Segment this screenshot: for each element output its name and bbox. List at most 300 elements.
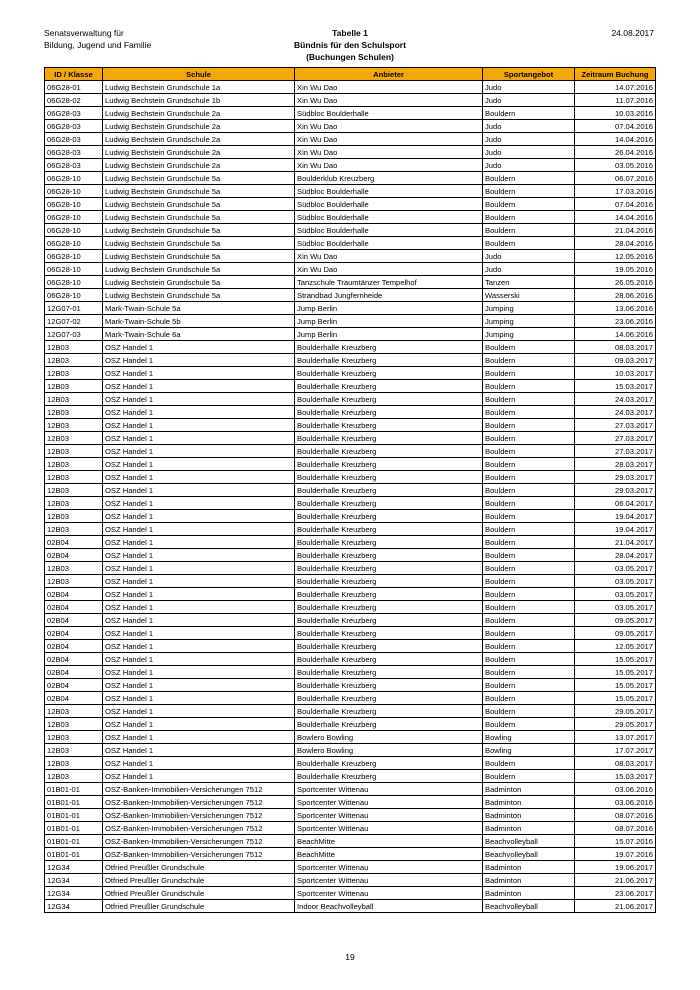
cell-date: 11.07.2016 <box>575 94 656 107</box>
cell-id: 12B03 <box>45 510 103 523</box>
cell-id: 12B03 <box>45 445 103 458</box>
cell-id: 12B03 <box>45 705 103 718</box>
cell-sport: Bouldern <box>483 549 575 562</box>
cell-provider: Bowlero Bowling <box>295 744 483 757</box>
cell-date: 03.06.2016 <box>575 796 656 809</box>
cell-provider: Sportcenter Wittenau <box>295 887 483 900</box>
cell-sport: Badminton <box>483 861 575 874</box>
cell-id: 12B03 <box>45 744 103 757</box>
cell-provider: Sportcenter Wittenau <box>295 809 483 822</box>
cell-date: 15.03.2017 <box>575 770 656 783</box>
cell-sport: Bouldern <box>483 757 575 770</box>
cell-school: OSZ Handel 1 <box>103 601 295 614</box>
cell-date: 24.03.2017 <box>575 393 656 406</box>
cell-date: 19.06.2017 <box>575 861 656 874</box>
cell-id: 06G28-10 <box>45 276 103 289</box>
cell-school: Ludwig Bechstein Grundschule 5a <box>103 172 295 185</box>
cell-provider: Boulderhalle Kreuzberg <box>295 757 483 770</box>
cell-sport: Bouldern <box>483 380 575 393</box>
cell-id: 12B03 <box>45 393 103 406</box>
table-row <box>45 211 656 224</box>
cell-provider: Boulderhalle Kreuzberg <box>295 601 483 614</box>
cell-id: 02B04 <box>45 679 103 692</box>
cell-date: 21.06.2017 <box>575 874 656 887</box>
cell-sport: Bouldern <box>483 406 575 419</box>
cell-sport: Bouldern <box>483 198 575 211</box>
cell-school: Ludwig Bechstein Grundschule 5a <box>103 198 295 211</box>
table-row <box>45 835 656 848</box>
cell-id: 06G28-03 <box>45 146 103 159</box>
cell-provider: Xin Wu Dao <box>295 94 483 107</box>
cell-sport: Bowling <box>483 744 575 757</box>
cell-school: Ludwig Bechstein Grundschule 1b <box>103 94 295 107</box>
cell-provider: Boulderhalle Kreuzberg <box>295 523 483 536</box>
cell-sport: Beachvolleyball <box>483 835 575 848</box>
cell-school: Ludwig Bechstein Grundschule 2a <box>103 133 295 146</box>
cell-date: 27.03.2017 <box>575 419 656 432</box>
cell-provider: Sportcenter Wittenau <box>295 822 483 835</box>
cell-provider: Xin Wu Dao <box>295 120 483 133</box>
cell-id: 06G28-10 <box>45 263 103 276</box>
cell-provider: Boulderhalle Kreuzberg <box>295 666 483 679</box>
table-row <box>45 627 656 640</box>
cell-date: 09.03.2017 <box>575 354 656 367</box>
cell-sport: Judo <box>483 250 575 263</box>
cell-sport: Bouldern <box>483 484 575 497</box>
cell-school: OSZ-Banken-Immobilien-Versicherungen 7512 <box>103 835 295 848</box>
cell-date: 29.05.2017 <box>575 705 656 718</box>
cell-sport: Bouldern <box>483 536 575 549</box>
cell-sport: Badminton <box>483 874 575 887</box>
cell-id: 06G28-02 <box>45 94 103 107</box>
cell-provider: Südbloc Boulderhalle <box>295 198 483 211</box>
cell-sport: Judo <box>483 120 575 133</box>
table-row <box>45 484 656 497</box>
cell-provider: Boulderhalle Kreuzberg <box>295 614 483 627</box>
cell-id: 06G28-03 <box>45 159 103 172</box>
cell-date: 21.04.2017 <box>575 536 656 549</box>
cell-school: OSZ Handel 1 <box>103 757 295 770</box>
table-row <box>45 445 656 458</box>
table-row <box>45 250 656 263</box>
cell-sport: Bouldern <box>483 497 575 510</box>
table-row <box>45 341 656 354</box>
cell-provider: Boulderhalle Kreuzberg <box>295 575 483 588</box>
cell-date: 21.06.2017 <box>575 900 656 913</box>
cell-school: Otfried Preußler Grundschule <box>103 887 295 900</box>
cell-provider: Boulderhalle Kreuzberg <box>295 510 483 523</box>
cell-sport: Bouldern <box>483 588 575 601</box>
cell-sport: Bouldern <box>483 601 575 614</box>
cell-school: OSZ Handel 1 <box>103 549 295 562</box>
cell-sport: Judo <box>483 94 575 107</box>
table-row <box>45 354 656 367</box>
cell-date: 12.05.2017 <box>575 640 656 653</box>
cell-school: OSZ Handel 1 <box>103 484 295 497</box>
cell-sport: Bouldern <box>483 107 575 120</box>
cell-sport: Bouldern <box>483 523 575 536</box>
cell-provider: Strandbad Jungfernheide <box>295 289 483 302</box>
cell-id: 06G28-10 <box>45 172 103 185</box>
table-row <box>45 419 656 432</box>
cell-sport: Bouldern <box>483 692 575 705</box>
cell-school: OSZ Handel 1 <box>103 640 295 653</box>
cell-id: 12G34 <box>45 874 103 887</box>
cell-id: 02B04 <box>45 692 103 705</box>
cell-provider: Südbloc Boulderhalle <box>295 107 483 120</box>
cell-sport: Judo <box>483 146 575 159</box>
cell-date: 08.03.2017 <box>575 341 656 354</box>
table-row <box>45 523 656 536</box>
cell-id: 12B03 <box>45 562 103 575</box>
cell-provider: Boulderhalle Kreuzberg <box>295 497 483 510</box>
cell-date: 03.05.2017 <box>575 562 656 575</box>
cell-id: 12B03 <box>45 406 103 419</box>
cell-date: 09.05.2017 <box>575 627 656 640</box>
cell-sport: Bouldern <box>483 419 575 432</box>
cell-school: Otfried Preußler Grundschule <box>103 900 295 913</box>
cell-sport: Jumping <box>483 315 575 328</box>
table-row <box>45 185 656 198</box>
bookings-table <box>44 67 656 913</box>
cell-sport: Bouldern <box>483 341 575 354</box>
table-row <box>45 848 656 861</box>
title-line-3: (Buchungen Schulen) <box>306 52 394 62</box>
cell-provider: Boulderhalle Kreuzberg <box>295 718 483 731</box>
table-row <box>45 887 656 900</box>
cell-id: 12B03 <box>45 341 103 354</box>
cell-id: 06G28-10 <box>45 185 103 198</box>
cell-school: OSZ-Banken-Immobilien-Versicherungen 7512 <box>103 848 295 861</box>
table-row <box>45 562 656 575</box>
cell-id: 12B03 <box>45 718 103 731</box>
cell-school: OSZ Handel 1 <box>103 666 295 679</box>
cell-sport: Bouldern <box>483 211 575 224</box>
cell-sport: Bouldern <box>483 679 575 692</box>
cell-school: Mark-Twain-Schule 5b <box>103 315 295 328</box>
cell-date: 15.05.2017 <box>575 692 656 705</box>
table-row <box>45 224 656 237</box>
table-row <box>45 367 656 380</box>
issuer-line-2: Bildung, Jugend und Familie <box>44 40 152 50</box>
cell-id: 12B03 <box>45 432 103 445</box>
cell-id: 06G28-03 <box>45 107 103 120</box>
cell-date: 17.03.2016 <box>575 185 656 198</box>
cell-provider: BeachMitte <box>295 848 483 861</box>
cell-sport: Badminton <box>483 822 575 835</box>
issuer-block <box>44 27 151 51</box>
cell-date: 28.06.2016 <box>575 289 656 302</box>
cell-school: OSZ-Banken-Immobilien-Versicherungen 7512 <box>103 796 295 809</box>
cell-id: 12G07-01 <box>45 302 103 315</box>
table-row <box>45 471 656 484</box>
cell-school: OSZ Handel 1 <box>103 718 295 731</box>
cell-sport: Judo <box>483 263 575 276</box>
cell-school: Ludwig Bechstein Grundschule 5a <box>103 237 295 250</box>
cell-id: 06G28-03 <box>45 133 103 146</box>
title-line-2: Bündnis für den Schulsport <box>294 40 406 50</box>
cell-sport: Bouldern <box>483 172 575 185</box>
table-row <box>45 666 656 679</box>
cell-id: 12G07-03 <box>45 328 103 341</box>
cell-id: 12B03 <box>45 471 103 484</box>
cell-school: Otfried Preußler Grundschule <box>103 861 295 874</box>
cell-id: 12B03 <box>45 380 103 393</box>
table-row <box>45 432 656 445</box>
cell-provider: Südbloc Boulderhalle <box>295 237 483 250</box>
cell-date: 14.04.2016 <box>575 211 656 224</box>
cell-date: 27.03.2017 <box>575 432 656 445</box>
cell-school: OSZ-Banken-Immobilien-Versicherungen 7512 <box>103 822 295 835</box>
cell-provider: Jump Berlin <box>295 328 483 341</box>
table-row <box>45 302 656 315</box>
cell-school: Ludwig Bechstein Grundschule 5a <box>103 185 295 198</box>
cell-date: 06.07.2016 <box>575 172 656 185</box>
cell-date: 03.05.2016 <box>575 159 656 172</box>
cell-sport: Bouldern <box>483 705 575 718</box>
table-row <box>45 159 656 172</box>
table-header-row <box>45 68 656 81</box>
table-row <box>45 809 656 822</box>
cell-sport: Jumping <box>483 302 575 315</box>
cell-sport: Bouldern <box>483 770 575 783</box>
cell-provider: Südbloc Boulderhalle <box>295 211 483 224</box>
cell-id: 06G28-03 <box>45 120 103 133</box>
cell-date: 03.05.2017 <box>575 588 656 601</box>
cell-school: Mark-Twain-Schule 6a <box>103 328 295 341</box>
cell-school: Ludwig Bechstein Grundschule 2a <box>103 159 295 172</box>
cell-sport: Tanzen <box>483 276 575 289</box>
cell-date: 21.04.2016 <box>575 224 656 237</box>
cell-school: OSZ Handel 1 <box>103 731 295 744</box>
cell-date: 08.07.2016 <box>575 822 656 835</box>
cell-provider: Boulderhalle Kreuzberg <box>295 380 483 393</box>
cell-provider: Xin Wu Dao <box>295 263 483 276</box>
table-row <box>45 783 656 796</box>
cell-date: 14.04.2016 <box>575 133 656 146</box>
table-row <box>45 679 656 692</box>
cell-id: 02B04 <box>45 536 103 549</box>
cell-school: Ludwig Bechstein Grundschule 5a <box>103 276 295 289</box>
cell-id: 02B04 <box>45 640 103 653</box>
table-row <box>45 146 656 159</box>
cell-provider: Jump Berlin <box>295 315 483 328</box>
table-row <box>45 120 656 133</box>
cell-school: OSZ Handel 1 <box>103 705 295 718</box>
cell-sport: Bouldern <box>483 445 575 458</box>
cell-school: Mark-Twain-Schule 5a <box>103 302 295 315</box>
cell-id: 12B03 <box>45 523 103 536</box>
cell-sport: Bouldern <box>483 510 575 523</box>
cell-provider: Xin Wu Dao <box>295 146 483 159</box>
table-row <box>45 81 656 94</box>
cell-sport: Beachvolleyball <box>483 900 575 913</box>
table-row <box>45 133 656 146</box>
cell-date: 29.03.2017 <box>575 484 656 497</box>
column-header-id: ID / Klasse <box>45 68 103 81</box>
cell-school: Otfried Preußler Grundschule <box>103 874 295 887</box>
table-row <box>45 640 656 653</box>
table-row <box>45 796 656 809</box>
cell-provider: Xin Wu Dao <box>295 81 483 94</box>
cell-school: OSZ Handel 1 <box>103 627 295 640</box>
cell-date: 17.07.2017 <box>575 744 656 757</box>
cell-school: OSZ Handel 1 <box>103 523 295 536</box>
cell-provider: Boulderhalle Kreuzberg <box>295 705 483 718</box>
cell-provider: Boulderhalle Kreuzberg <box>295 445 483 458</box>
cell-sport: Judo <box>483 81 575 94</box>
cell-provider: Boulderhalle Kreuzberg <box>295 692 483 705</box>
cell-date: 19.05.2016 <box>575 263 656 276</box>
cell-provider: Tanzschule Traumtänzer Tempelhof <box>295 276 483 289</box>
cell-id: 12B03 <box>45 770 103 783</box>
cell-id: 06G28-10 <box>45 211 103 224</box>
document-date: 24.08.2017 <box>611 28 654 38</box>
cell-provider: Boulderhalle Kreuzberg <box>295 640 483 653</box>
table-row <box>45 510 656 523</box>
cell-sport: Bouldern <box>483 237 575 250</box>
cell-school: OSZ Handel 1 <box>103 341 295 354</box>
cell-date: 13.07.2017 <box>575 731 656 744</box>
cell-sport: Bouldern <box>483 458 575 471</box>
cell-school: OSZ Handel 1 <box>103 744 295 757</box>
cell-school: Ludwig Bechstein Grundschule 5a <box>103 224 295 237</box>
cell-id: 12B03 <box>45 497 103 510</box>
cell-sport: Bouldern <box>483 185 575 198</box>
cell-date: 08.07.2016 <box>575 809 656 822</box>
cell-id: 01B01-01 <box>45 822 103 835</box>
cell-school: Ludwig Bechstein Grundschule 2a <box>103 107 295 120</box>
cell-date: 10.03.2017 <box>575 367 656 380</box>
issuer-line-1: Senatsverwaltung für <box>44 28 124 38</box>
cell-school: OSZ Handel 1 <box>103 679 295 692</box>
table-row <box>45 692 656 705</box>
table-row <box>45 393 656 406</box>
title-line-1: Tabelle 1 <box>332 28 368 38</box>
cell-school: OSZ Handel 1 <box>103 510 295 523</box>
cell-school: OSZ Handel 1 <box>103 419 295 432</box>
table-row <box>45 263 656 276</box>
cell-date: 07.04.2016 <box>575 198 656 211</box>
cell-date: 24.03.2017 <box>575 406 656 419</box>
cell-school: OSZ Handel 1 <box>103 562 295 575</box>
table-row <box>45 497 656 510</box>
table-row <box>45 107 656 120</box>
cell-id: 12G34 <box>45 861 103 874</box>
cell-sport: Jumping <box>483 328 575 341</box>
cell-school: OSZ Handel 1 <box>103 770 295 783</box>
cell-sport: Wasserski <box>483 289 575 302</box>
cell-sport: Bouldern <box>483 432 575 445</box>
column-header-school: Schule <box>103 68 295 81</box>
cell-id: 02B04 <box>45 614 103 627</box>
cell-school: Ludwig Bechstein Grundschule 2a <box>103 120 295 133</box>
cell-provider: Jump Berlin <box>295 302 483 315</box>
column-header-booking-date: Zeitraum Buchung <box>575 68 656 81</box>
cell-school: Ludwig Bechstein Grundschule 5a <box>103 250 295 263</box>
cell-id: 12B03 <box>45 419 103 432</box>
cell-date: 03.06.2016 <box>575 783 656 796</box>
cell-sport: Bouldern <box>483 614 575 627</box>
cell-sport: Bouldern <box>483 653 575 666</box>
cell-provider: Boulderhalle Kreuzberg <box>295 549 483 562</box>
table-row <box>45 315 656 328</box>
cell-date: 19.04.2017 <box>575 510 656 523</box>
cell-date: 26.04.2016 <box>575 146 656 159</box>
cell-id: 06G28-10 <box>45 237 103 250</box>
cell-id: 06G28-10 <box>45 224 103 237</box>
table-row <box>45 757 656 770</box>
cell-provider: Boulderklub Kreuzberg <box>295 172 483 185</box>
cell-date: 23.06.2017 <box>575 887 656 900</box>
cell-sport: Judo <box>483 159 575 172</box>
cell-date: 15.07.2016 <box>575 835 656 848</box>
cell-school: Ludwig Bechstein Grundschule 1a <box>103 81 295 94</box>
cell-sport: Bouldern <box>483 354 575 367</box>
cell-sport: Bouldern <box>483 393 575 406</box>
cell-sport: Badminton <box>483 887 575 900</box>
cell-provider: Sportcenter Wittenau <box>295 783 483 796</box>
cell-id: 02B04 <box>45 601 103 614</box>
cell-date: 13.06.2016 <box>575 302 656 315</box>
cell-school: OSZ Handel 1 <box>103 393 295 406</box>
cell-date: 26.05.2016 <box>575 276 656 289</box>
cell-id: 12G34 <box>45 887 103 900</box>
cell-school: OSZ Handel 1 <box>103 367 295 380</box>
table-row <box>45 536 656 549</box>
cell-provider: Südbloc Boulderhalle <box>295 185 483 198</box>
cell-school: Ludwig Bechstein Grundschule 5a <box>103 289 295 302</box>
cell-date: 10.03.2016 <box>575 107 656 120</box>
table-row <box>45 458 656 471</box>
cell-date: 03.05.2017 <box>575 575 656 588</box>
cell-provider: Bowlero Bowling <box>295 731 483 744</box>
cell-sport: Bowling <box>483 731 575 744</box>
cell-sport: Bouldern <box>483 471 575 484</box>
cell-sport: Bouldern <box>483 562 575 575</box>
cell-provider: Boulderhalle Kreuzberg <box>295 367 483 380</box>
table-row <box>45 653 656 666</box>
cell-provider: Xin Wu Dao <box>295 133 483 146</box>
cell-provider: BeachMitte <box>295 835 483 848</box>
cell-school: OSZ Handel 1 <box>103 614 295 627</box>
cell-school: Ludwig Bechstein Grundschule 5a <box>103 263 295 276</box>
table-row <box>45 705 656 718</box>
cell-date: 14.06.2016 <box>575 328 656 341</box>
cell-sport: Badminton <box>483 809 575 822</box>
cell-school: OSZ-Banken-Immobilien-Versicherungen 7512 <box>103 809 295 822</box>
cell-provider: Sportcenter Wittenau <box>295 861 483 874</box>
cell-provider: Boulderhalle Kreuzberg <box>295 471 483 484</box>
cell-date: 29.05.2017 <box>575 718 656 731</box>
cell-sport: Bouldern <box>483 224 575 237</box>
cell-school: Ludwig Bechstein Grundschule 5a <box>103 211 295 224</box>
cell-id: 01B01-01 <box>45 796 103 809</box>
cell-date: 07.04.2016 <box>575 120 656 133</box>
cell-school: OSZ Handel 1 <box>103 653 295 666</box>
cell-date: 23.06.2016 <box>575 315 656 328</box>
cell-date: 14.07.2016 <box>575 81 656 94</box>
cell-date: 15.05.2017 <box>575 653 656 666</box>
table-row <box>45 822 656 835</box>
cell-provider: Südbloc Boulderhalle <box>295 224 483 237</box>
cell-sport: Beachvolleyball <box>483 848 575 861</box>
cell-sport: Bouldern <box>483 627 575 640</box>
cell-id: 02B04 <box>45 627 103 640</box>
cell-date: 03.05.2017 <box>575 601 656 614</box>
cell-school: OSZ Handel 1 <box>103 432 295 445</box>
cell-id: 12B03 <box>45 458 103 471</box>
